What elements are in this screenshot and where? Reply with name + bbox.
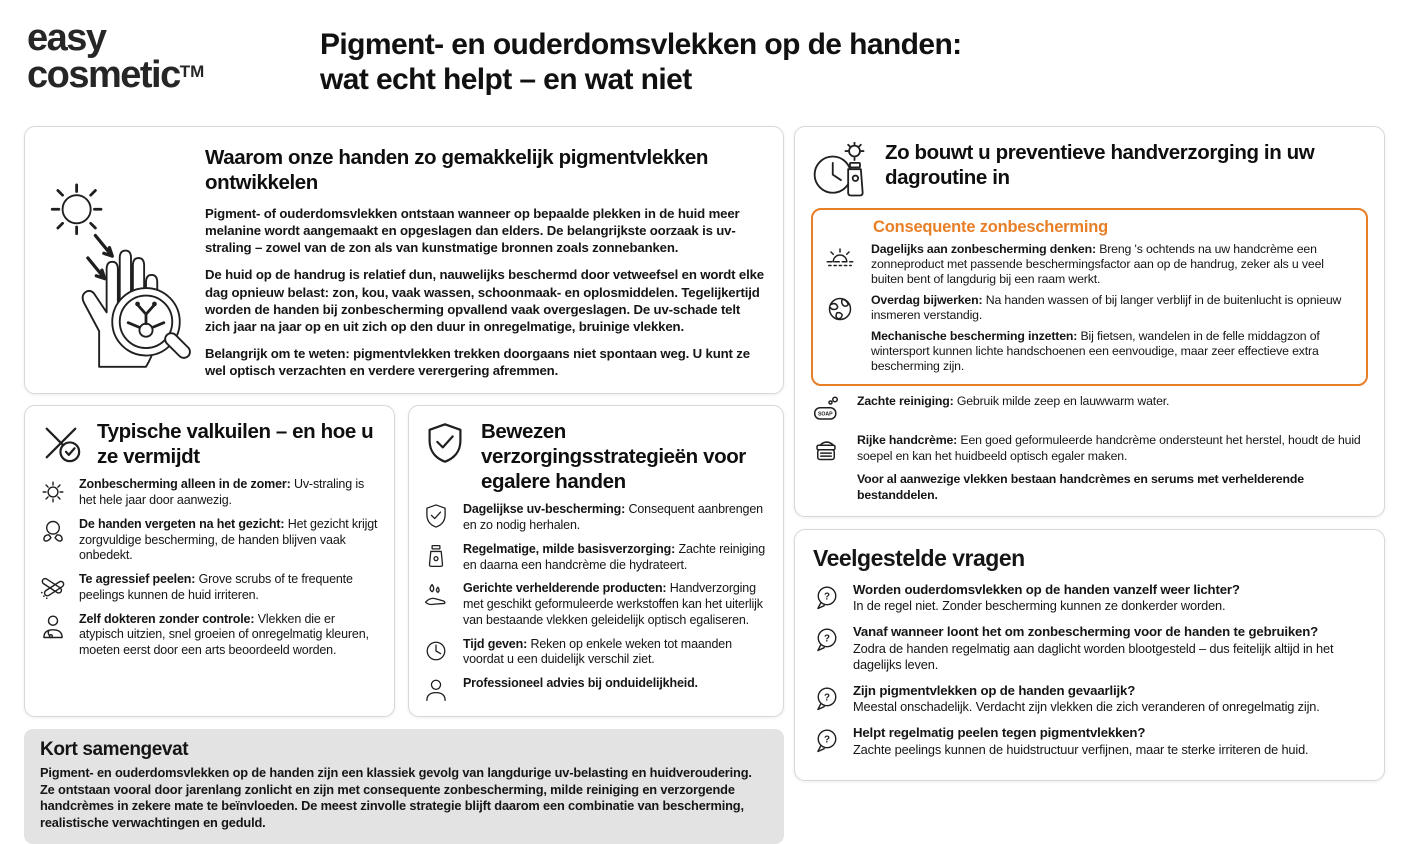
spacer [825, 329, 861, 375]
list-item: Mechanische bescherming inzetten: Bij fietsen, wandelen in de felle middagzon of wintersport kunnen lichte handschoenen een eenvoudige, maar zeer effectieve extra bescherming zijn. [825, 329, 1354, 375]
person-icon [423, 676, 453, 703]
sun-icon [39, 477, 69, 509]
list-item: Rijke handcrème: Een goed geformuleerde handcrème ondersteunt het herstel, houdt de huid soepel en kan het huidbeeld optisch egaler maken. [811, 433, 1368, 464]
list-item: Zelf dokteren zonder controle: Vlekken die er atypisch uitzien, snel groeien of onregelmatig kleuren, moeten eerst door een arts beoordeeld worden. [39, 612, 380, 659]
highlight-title: Consequente zonbescherming [873, 218, 1109, 236]
sun-protection-highlight-box [811, 208, 1368, 386]
svg-text:?: ? [824, 692, 830, 704]
right-column [794, 126, 1385, 781]
why-card [24, 126, 784, 394]
routine-note: Voor al aanwezige vlekken bestaan handcrèmes en serums met verhelderende bestanddelen. [857, 472, 1304, 502]
shield-check-icon [423, 502, 453, 534]
question-icon [813, 624, 841, 672]
logo-line2: cosmetic™ [27, 54, 205, 97]
pitfalls-title: Typische valkuilen – en hoe u ze vermijdt [97, 420, 374, 469]
list-item: Regelmatige, milde basisverzorging: Zachte reiniging en daarna een handcrème die hydrateert. [423, 542, 769, 574]
list-item: Zonbescherming alleen in de zomer: Uv-straling is het hele jaar door aanwezig. [39, 477, 380, 509]
logo-line1: easy [27, 17, 106, 59]
svg-text:?: ? [824, 633, 830, 645]
pitfalls-card [24, 405, 395, 717]
svg-text:?: ? [824, 591, 830, 603]
hand-sun-magnifier-icon [41, 141, 199, 379]
list-item: De handen vergeten na het gezicht: Het gezicht krijgt zorgvuldige bescherming, de handen blijven vaak onbedekt. [39, 517, 380, 564]
cross-check-icon [39, 419, 85, 465]
clock-sun-tube-icon [811, 140, 873, 200]
question-icon [813, 582, 841, 614]
strategies-card [408, 405, 784, 717]
page-title: Pigment- en ouderdomsvlekken op de handen: wat echt helpt – en wat niet [320, 28, 962, 97]
svg-text:?: ? [824, 734, 830, 746]
brand-logo [27, 17, 205, 97]
faq-title: Veelgestelde vragen [813, 544, 1025, 571]
question-icon [813, 725, 841, 757]
list-item: Overdag bijwerken: Na handen wassen of bij langer verblijf in de buitenlucht is opnieuw insmeren verstandig. [825, 293, 1354, 324]
why-paragraph-2: De huid op de handrug is relatief dun, nauwelijks beschermd door vetweefsel en wordt elke dag opnieuw belast: zon, kou, vaak wassen, schoonmaak- en oplosmiddelen. Tegelijkertijd worden de handen bij zonbescherming opvallend vaak overgeslagen. De uv-schade telt zich jaar na jaar op en uit zich op den duur in onregelmatige, bruinige vlekken. [205, 267, 764, 334]
left-column [24, 126, 784, 844]
faq-item: ? Worden ouderdomsvlekken op de handen vanzelf weer lichter? In de regel niet. Zonder bescherming kunnen ze donkerder worden. [813, 582, 1366, 614]
shield-check-icon [423, 419, 469, 465]
routine-title: Zo bouwt u preventieve handverzorging in uw dagroutine in [885, 141, 1315, 189]
faq-card [794, 529, 1385, 781]
why-paragraph-1: Pigment- of ouderdomsvlekken ontstaan wanneer op bepaalde plekken in de huid meer melanine wordt aangemaakt en opgeslagen dan elders. De belangrijkste oorzaak is uv-straling – zowel van de zon als van kunstmatige bronnen zoals zonnebanken. [205, 206, 740, 256]
summary-box [24, 729, 784, 844]
crossed-tools-icon [39, 572, 69, 604]
faq-item: ? Vanaf wanneer loont het om zonbescherming voor de handen te gebruiken? Zodra de handen regelmatig aan daglicht worden blootgesteld – dus feitelijk altijd in het dagelijks leven. [813, 624, 1366, 672]
list-item: Gerichte verhelderende producten: Handverzorging met geschikt geformuleerde werkstoffen kan het uiterlijk van bestaande vlekken geleidelijk optisch egaliseren. [423, 581, 769, 628]
summary-title: Kort samengevat [40, 739, 189, 761]
sunrise-icon [825, 242, 861, 288]
list-item: Tijd geven: Reken op enkele weken tot maanden voordat u een duidelijk verschil ziet. [423, 637, 769, 669]
list-item: SOAP Zachte reiniging: Gebruik milde zeep en lauwwarm water. [811, 394, 1368, 425]
faq-item: ? Zijn pigmentvlekken op de handen gevaarlijk? Meestal onschadelijk. Verdacht zijn vlekken die zich veranderen of onregelmatig zijn. [813, 683, 1366, 715]
soap-icon [811, 394, 847, 425]
strategies-title: Bewezen verzorgingsstrategieën voor egalere handen [481, 420, 746, 494]
cream-jar-icon [811, 433, 847, 464]
question-icon [813, 683, 841, 715]
svg-text:SOAP: SOAP [818, 411, 833, 418]
routine-card [794, 126, 1385, 517]
doctor-icon [39, 612, 69, 659]
faq-item: ? Helpt regelmatig peelen tegen pigmentvlekken? Zachte peelings kunnen de huidstructuur verfijnen, maar te sterke irriteren de huid. [813, 725, 1366, 757]
list-item: Te agressief peelen: Grove scrubs of te frequente peelings kunnen de huid irriteren. [39, 572, 380, 604]
summary-text: Pigment- en ouderdomsvlekken op de handen zijn een klassiek gevolg van langdurige uv-belasting en huidveroudering. Ze ontstaan vooral door jarenlang zonlicht en zijn met consequente zonbescherming, milde reiniging en verzorgende handcrèmes in zekere mate te beïnvloeden. De meest zinvolle strategie blijft daarom een combinatie van bescherming, realistische verwachtingen en geduld. [40, 765, 752, 831]
trademark-symbol: TM [179, 62, 205, 82]
list-item: Dagelijkse uv-bescherming: Consequent aanbrengen en zo nodig herhalen. [423, 502, 769, 534]
face-hands-icon [39, 517, 69, 564]
list-item: Dagelijks aan zonbescherming denken: Breng 's ochtends na uw handcrème een zonneproduct met passende beschermingsfactor aan op de handrug, zeker als u veel buiten bent of langdurig bij een raam werkt. [825, 242, 1354, 288]
clock-icon [423, 637, 453, 669]
list-item: Professioneel advies bij onduidelijkheid. [423, 676, 769, 703]
hand-drops-icon [423, 581, 453, 628]
tube-icon [423, 542, 453, 574]
globe-icon [825, 293, 861, 324]
why-card-title: Waarom onze handen zo gemakkelijk pigmentvlekken ontwikkelen [205, 146, 708, 194]
why-paragraph-3: Belangrijk om te weten: pigmentvlekken trekken doorgaans niet spontaan weg. U kunt ze wel optisch verzachten en verdere verergering afremmen. [205, 346, 750, 379]
why-card-body [199, 141, 767, 379]
